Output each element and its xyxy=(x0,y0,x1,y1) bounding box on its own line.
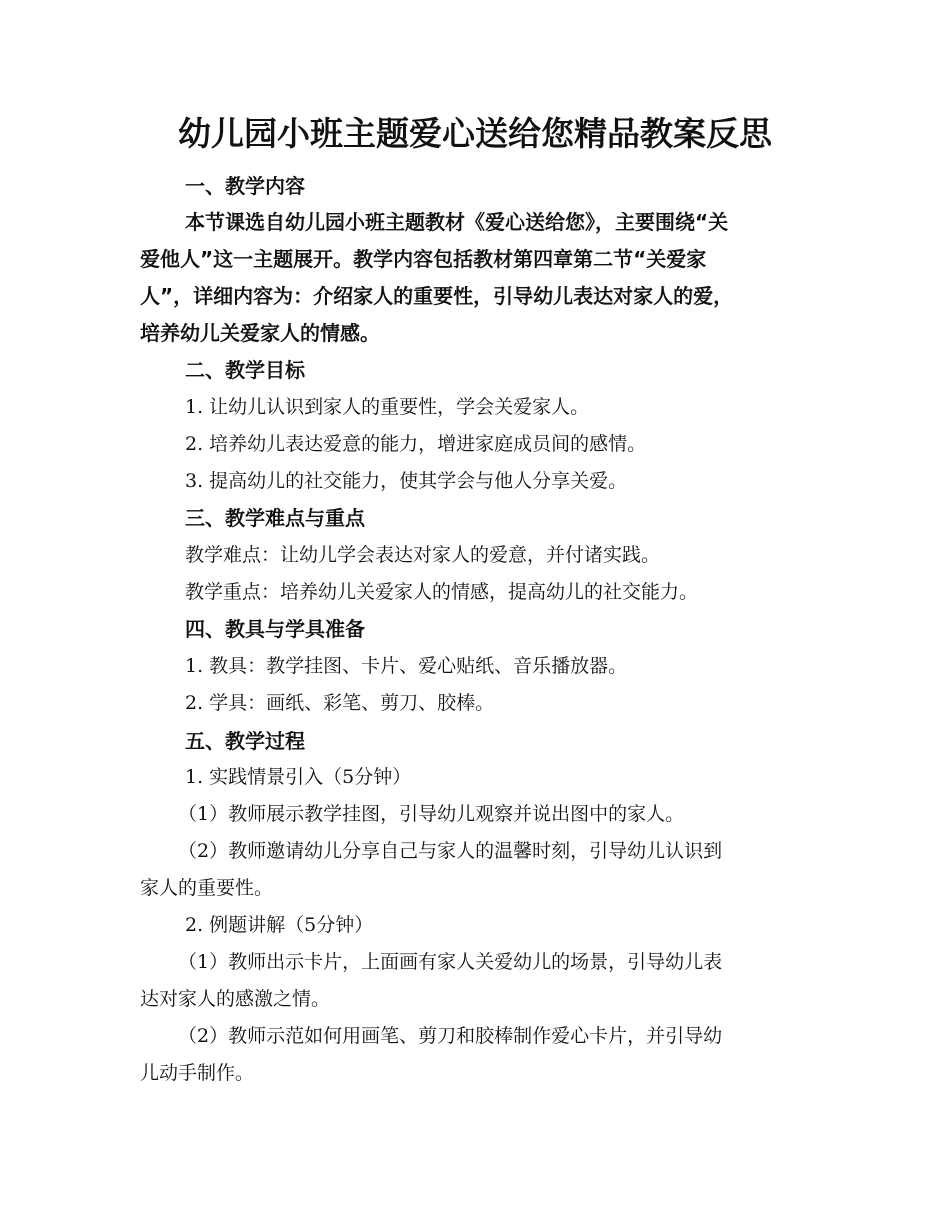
section-heading-materials: 四、教具与学具准备 xyxy=(185,617,365,641)
key-point-item: 教学重点：培养幼儿关爱家人的情感，提高幼儿的社交能力。 xyxy=(185,581,699,603)
section-heading-content: 一、教学内容 xyxy=(185,174,305,198)
content-paragraph-line: 爱他人”这一主题展开。教学内容包括教材第四章第二节“关爱家 xyxy=(140,247,707,271)
process-substep: （2）教师示范如何用画笔、剪刀和胶棒制作爱心卡片，并引导幼 xyxy=(178,1025,723,1047)
process-substep-continuation: 达对家人的感激之情。 xyxy=(140,988,331,1010)
objective-item: 1. 让幼儿认识到家人的重要性，学会关爱家人。 xyxy=(185,396,590,418)
process-substep: （1）教师出示卡片，上面画有家人关爱幼儿的场景，引导幼儿表 xyxy=(178,951,723,973)
process-step: 1. 实践情景引入（5分钟） xyxy=(185,766,412,788)
content-paragraph-line: 人”，详细内容为：介绍家人的重要性，引导幼儿表达对家人的爱， xyxy=(140,284,734,308)
section-heading-process: 五、教学过程 xyxy=(185,729,305,753)
section-heading-objectives: 二、教学目标 xyxy=(185,358,305,382)
process-substep: （2）教师邀请幼儿分享自己与家人的温馨时刻，引导幼儿认识到 xyxy=(178,840,723,862)
content-paragraph-line: 培养幼儿关爱家人的情感。 xyxy=(140,321,380,345)
section-heading-difficulties: 三、教学难点与重点 xyxy=(185,506,365,530)
materials-item: 2. 学具：画纸、彩笔、剪刀、胶棒。 xyxy=(185,692,495,714)
process-substep-continuation: 儿动手制作。 xyxy=(140,1062,255,1084)
objective-item: 3. 提高幼儿的社交能力，使其学会与他人分享关爱。 xyxy=(185,470,628,492)
document-title: 幼儿园小班主题爱心送给您精品教案反思 xyxy=(178,114,772,153)
process-step: 2. 例题讲解（5分钟） xyxy=(185,914,374,936)
materials-item: 1. 教具：教学挂图、卡片、爱心贴纸、音乐播放器。 xyxy=(185,655,628,677)
objective-item: 2. 培养幼儿表达爱意的能力，增进家庭成员间的感情。 xyxy=(185,433,647,455)
difficulty-item: 教学难点：让幼儿学会表达对家人的爱意，并付诸实践。 xyxy=(185,544,661,566)
process-substep-continuation: 家人的重要性。 xyxy=(140,877,274,899)
content-paragraph-line: 本节课选自幼儿园小班主题教材《爱心送给您》，主要围绕“关 xyxy=(185,210,729,234)
process-substep: （1）教师展示教学挂图，引导幼儿观察并说出图中的家人。 xyxy=(178,803,685,825)
